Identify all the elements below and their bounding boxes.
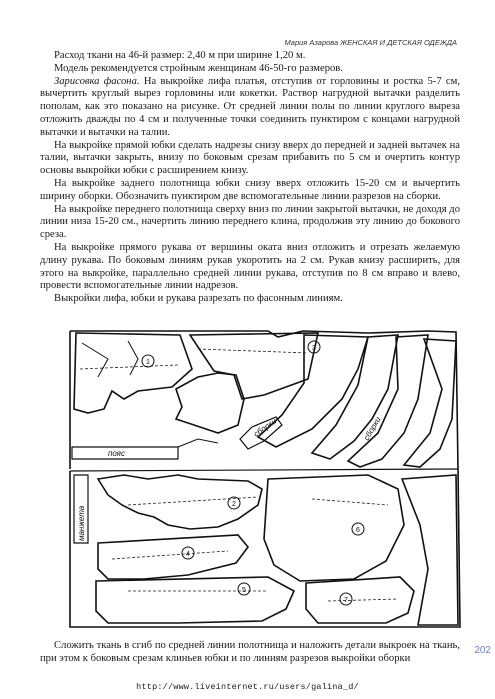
piece-number-5: 5: [242, 587, 246, 594]
paragraph-5: На выкройке заднего полотнища юбки снизу вверх отложить 15-20 см и вычертить ширину оборки. Обозначить пунктиром две вспомогательные линии разрезов на сборки.: [40, 177, 460, 202]
label-sborki-1: сборки: [251, 416, 279, 439]
piece-number-3: 3: [312, 345, 316, 352]
body-text: [40, 50, 460, 306]
paragraph-8: Выкройки лифа, юбки и рукава разрезать по фасонным линиям.: [54, 293, 343, 305]
paragraph-3: [40, 76, 460, 140]
footer-text-block: [40, 639, 460, 665]
label-poyas: пояс: [108, 449, 125, 458]
piece-number-1: 1: [146, 359, 150, 366]
paragraph-4: На выкройке прямой юбки сделать надрезы снизу вверх до передней и задней вытачек на талии, вытачки закрыть, внизу по боковым срезам прибавить по 5 см и очертить контур основы выкройки юбки с расширением книзу.: [40, 139, 460, 177]
running-header: Мария Азарова ЖЕНСКАЯ И ДЕТСКАЯ ОДЕЖДА: [284, 38, 457, 47]
pattern-layout-diagram: [68, 329, 461, 629]
label-manzheta: манжета: [77, 505, 86, 541]
piece-number-6: 6: [356, 527, 360, 534]
piece-number-2: 2: [232, 501, 236, 508]
paragraph-1: Расход ткани на 46-й размер: 2,40 м при ширине 1,20 м.: [54, 50, 306, 61]
footer-paragraph: Сложить ткань в сгиб по средней линии полотнища и наложить детали выкроек на ткань, при этом к боковым срезам клиньев юбки и по линиям разрезов выкройки оборки: [40, 640, 460, 664]
piece-number-7: 7: [344, 597, 348, 604]
piece-number-4: 4: [186, 551, 190, 558]
paragraph-3-text: На выкройке лифа платья, отступив от горловины и ростка 5-7 см, вычертить круглый вырез горловины или кокетки. Раствор нагрудной вытачки разделить пополам, как это показано на рисунке. От средней линии полы по линии круглого выреза отложить дважды по 4 см и полученные точки соединить пунктиром с концами нагрудной вытачки и вытачки на талии.: [40, 75, 460, 138]
page-number: 202: [474, 645, 491, 656]
label-sborki-2: сборки: [361, 415, 383, 442]
paragraph-3-lead: Зарисовка фасона.: [54, 75, 140, 87]
paragraph-7: На выкройке прямого рукава от вершины оката вниз отложить и отрезать желаемую длину рукава. По боковым линиям рукав укоротить на 2 см. Рукав книзу расширить, для этого на выкройке, параллельно средней линии рукава, отступив по 8 см вправо и влево, провести вспомогательные линии надрезов.: [40, 241, 460, 292]
paragraph-2: Модель рекомендуется стройным женщинам 46-50-го размеров.: [54, 62, 343, 74]
source-url: http://www.liveinternet.ru/users/galina_d/: [136, 682, 359, 692]
paragraph-6: На выкройке переднего полотнища сверху вниз по линии закрытой вытачки, не доходя до линии низа 15-20 см., начертить линию переднего клина, продолжив эту линию до бокового среза.: [40, 203, 460, 241]
